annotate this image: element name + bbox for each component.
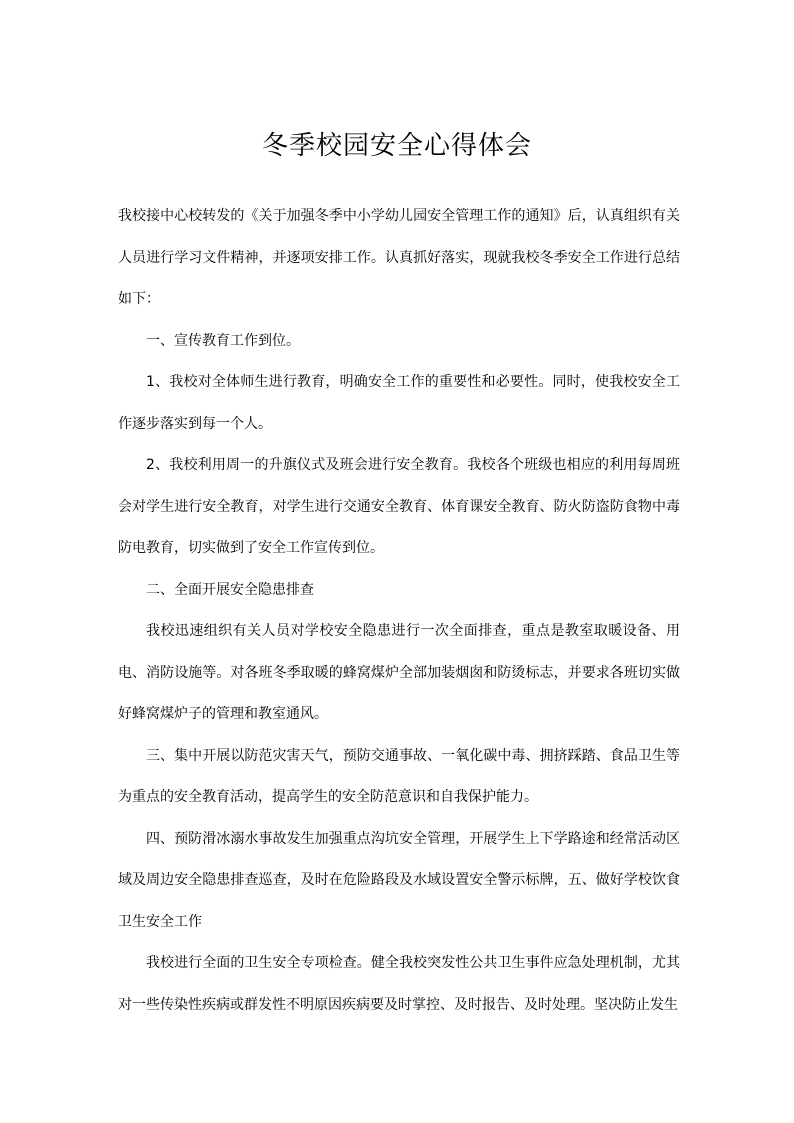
- paragraph-hygiene: 我校进行全面的卫生安全专项检查。健全我校突发性公共卫生事件应急处理机制，尤其对一些传染性疾病或群发性不明原因疾病要及时掌控、及时报告、及时处理。坚决防止发生: [118, 955, 680, 1013]
- paragraph-item-2: 2、我校利用周一的升旗仪式及班会进行安全教育。我校各个班级也相应的利用每周班会对学生进行安全教育，对学生进行交通安全教育、体育课安全教育、防火防盗防食物中毒防电教育，切实做到了安全工作宣传到位。: [118, 457, 680, 556]
- paragraph-section-3: 三、集中开展以防范灾害天气，预防交通事故、一氧化碳中毒、拥挤踩踏、食品卫生等为重点的安全教育活动，提高学生的安全防范意识和自我保护能力。: [118, 747, 680, 805]
- paragraph-item-1: 1、我校对全体师生进行教育，明确安全工作的重要性和必要性。同时，使我校安全工作逐步落实到每一个人。: [118, 374, 680, 432]
- section-heading-2: 二、全面开展安全隐患排查: [146, 581, 314, 598]
- section-heading-1: 一、宣传教育工作到位。: [146, 332, 300, 349]
- document-title: 冬季校园安全心得体会: [261, 131, 532, 161]
- paragraph-intro: 我校接中心校转发的《关于加强冬季中小学幼儿园安全管理工作的通知》后，认真组织有关人员进行学习文件精神，并逐项安排工作。认真抓好落实，现就我校冬季安全工作进行总结如下：: [118, 208, 680, 307]
- paragraph-inspection: 我校迅速组织有关人员对学校安全隐患进行一次全面排查，重点是教室取暖设备、用电、消防设施等。对各班冬季取暖的蜂窝煤炉全部加装烟囱和防烫标志，并要求各班切实做好蜂窝煤炉子的管理和教室通风。: [118, 623, 680, 722]
- paragraph-section-4: 四、预防滑冰溺水事故发生加强重点沟坑安全管理，开展学生上下学路途和经常活动区域及周边安全隐患排查巡查，及时在危险路段及水域设置安全警示标牌，五、做好学校饮食卫生安全工作: [118, 830, 680, 930]
- document-body: [118, 196, 680, 1026]
